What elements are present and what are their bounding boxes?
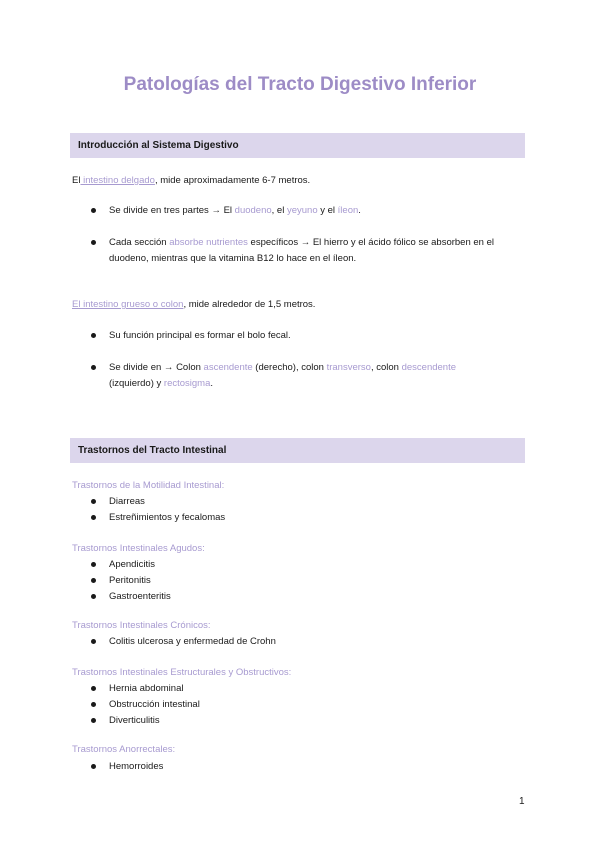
list-item: Obstrucción intestinal — [109, 699, 200, 710]
list-item: Diarreas — [109, 496, 145, 507]
section-heading-intro: Introducción al Sistema Digestivo — [70, 133, 525, 158]
group-heading: Trastornos Intestinales Estructurales y Obstructivos: — [72, 667, 292, 678]
list-item: Se divide en → Colon ascendente (derecho), colon transverso, colon descendente — [109, 362, 457, 373]
list-item: Hernia abdominal — [109, 683, 184, 694]
list-item: Se divide en tres partes → El duodeno, el yeyuno y el íleon. — [109, 205, 361, 216]
list-item: Estreñimientos y fecalomas — [109, 512, 226, 523]
list-item-continuation: (izquierdo) y rectosigma. — [109, 378, 214, 389]
list-item-continuation: duodeno, mientras que la vitamina B12 lo hace en el íleon. — [109, 253, 357, 264]
page-number: 1 — [519, 796, 525, 807]
intestino-grueso-link[interactable]: El intestino grueso o colon — [72, 299, 184, 310]
list-item: Su función principal es formar el bolo fecal. — [109, 330, 291, 341]
list-item: Apendicitis — [109, 559, 155, 570]
intestino-delgado-paragraph: El intestino delgado, mide aproximadamente 6-7 metros. — [72, 175, 311, 186]
bullet-icon — [91, 578, 96, 583]
intestino-grueso-paragraph: El intestino grueso o colon, mide alrededor de 1,5 metros. — [72, 299, 316, 310]
bullet-icon — [91, 240, 96, 245]
group-heading: Trastornos Intestinales Agudos: — [72, 543, 205, 554]
list-item: Cada sección absorbe nutrientes específicos → El hierro y el ácido fólico se absorben en el — [109, 237, 494, 248]
group-heading: Trastornos Anorrectales: — [72, 744, 176, 755]
list-item: Gastroenteritis — [109, 591, 171, 602]
group-heading: Trastornos Intestinales Crónicos: — [72, 620, 211, 631]
list-item: Diverticulitis — [109, 715, 160, 726]
section-heading-trastornos: Trastornos del Tracto Intestinal — [70, 438, 525, 463]
bullet-icon — [91, 515, 96, 520]
bullet-icon — [91, 208, 96, 213]
list-item: Hemorroides — [109, 761, 164, 772]
bullet-icon — [91, 562, 96, 567]
bullet-icon — [91, 594, 96, 599]
bullet-icon — [91, 333, 96, 338]
bullet-icon — [91, 702, 96, 707]
page-title: Patologías del Tracto Digestivo Inferior — [123, 74, 477, 95]
bullet-icon — [91, 365, 96, 370]
bullet-icon — [91, 764, 96, 769]
list-item: Colitis ulcerosa y enfermedad de Crohn — [109, 636, 276, 647]
group-heading: Trastornos de la Motilidad Intestinal: — [72, 480, 225, 491]
bullet-icon — [91, 718, 96, 723]
bullet-icon — [91, 499, 96, 504]
intestino-delgado-link[interactable]: intestino delgado — [80, 175, 155, 186]
list-item: Peritonitis — [109, 575, 151, 586]
bullet-icon — [91, 639, 96, 644]
bullet-icon — [91, 686, 96, 691]
